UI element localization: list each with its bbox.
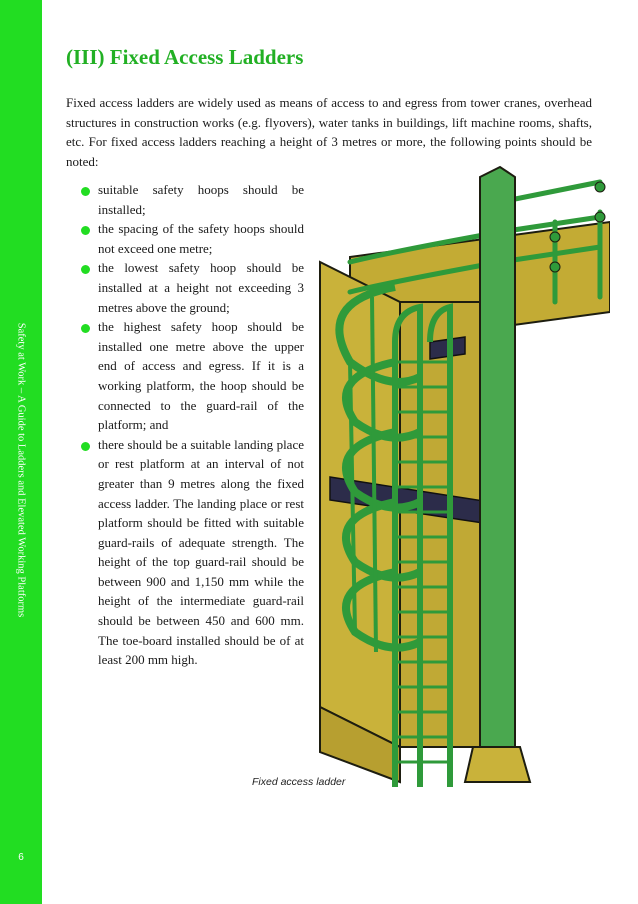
fixed-ladder-illustration	[310, 162, 610, 802]
list-item-text: the highest safety hoop should be installed one metre above the upper end of access and egress. If it is a working platform, the hoop should be connected to the guard-rail of the platform; and	[98, 319, 304, 433]
bullet-icon	[81, 265, 90, 274]
bullet-icon	[81, 226, 90, 235]
list-item-text: suitable safety hoops should be installed;	[98, 182, 304, 217]
list-item-text: the lowest safety hoop should be installed at a height not exceeding 3 metres above the ground;	[98, 260, 304, 315]
running-title: Safety at Work – A Guide to Ladders and Elevated Working Platforms	[15, 322, 27, 618]
list-item-text: the spacing of the safety hoops should not exceed one metre;	[98, 221, 304, 256]
figure-caption: Fixed access ladder	[252, 776, 346, 788]
list-item	[66, 180, 304, 219]
list-item	[66, 258, 304, 317]
page-number: 6	[18, 852, 24, 863]
section-title: (III) Fixed Access Ladders	[66, 45, 304, 69]
sidebar	[0, 0, 42, 904]
list-item-text: there should be a suitable landing place or rest platform at an interval of not greater than 9 metres along the fixed access ladder. The landing place or rest platform should be fitted with suitable guard-rails of adequate strength. The height of the top guard-rail should be between 900 and 1,150 mm while the height of the intermediate guard-rail should be between 450 and 600 mm. The toe-board installed should be of at least 200 mm high.	[98, 436, 304, 668]
wall-front	[400, 302, 485, 747]
pillar-base	[465, 747, 530, 782]
list-item	[66, 219, 304, 258]
intro-paragraph: Fixed access ladders are widely used as means of access to and egress from tower cranes, overhead structures in construction works (e.g. flyovers), water tanks in buildings, lift machine rooms, shafts, etc. For fixed access ladders reaching a height of 3 metres or more, the following points should be noted:	[66, 95, 592, 169]
list-item	[66, 435, 304, 670]
bullet-icon	[81, 324, 90, 333]
pillar	[480, 167, 515, 747]
requirements-list	[66, 180, 304, 670]
bullet-icon	[81, 442, 90, 451]
bullet-icon	[81, 187, 90, 196]
list-item	[66, 317, 304, 435]
